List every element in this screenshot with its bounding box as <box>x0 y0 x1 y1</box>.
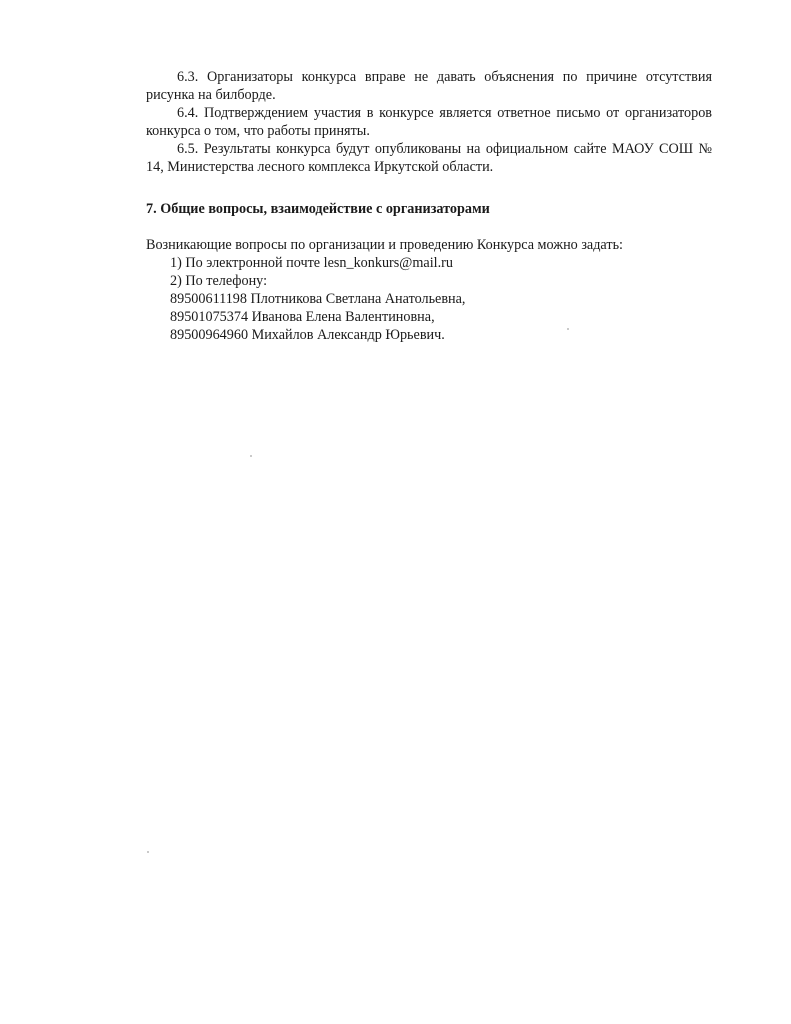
section-7-heading: 7. Общие вопросы, взаимодействие с организаторами <box>146 201 490 217</box>
contact-list <box>146 254 712 344</box>
paragraph-6-3: 6.3. Организаторы конкурса вправе не давать объяснения по причине отсутствия рисунка на билборде. <box>146 69 712 103</box>
scan-speck <box>567 328 569 330</box>
contact-phone-plotnikova: 89500611198 Плотникова Светлана Анатольевна, <box>170 291 466 307</box>
contact-phone-mikhailov: 89500964960 Михайлов Александр Юрьевич. <box>170 327 445 343</box>
paragraph-6-4: 6.4. Подтверждением участия в конкурсе является ответное письмо от организаторов конкурса о том, что работы приняты. <box>146 105 712 139</box>
scan-speck <box>250 455 252 457</box>
page-content <box>146 68 712 344</box>
contact-phone-label: 2) По телефону: <box>170 273 268 289</box>
paragraph-6-5: 6.5. Результаты конкурса будут опубликованы на официальном сайте МАОУ СОШ № 14, Министерства лесного комплекса Иркутской области. <box>146 141 712 175</box>
contact-email-line: 1) По электронной почте lesn_konkurs@mail.ru <box>170 255 453 271</box>
section-7-intro: Возникающие вопросы по организации и проведению Конкурса можно задать: <box>146 237 623 253</box>
scan-speck <box>147 851 149 853</box>
contact-phone-ivanova: 89501075374 Иванова Елена Валентиновна, <box>170 309 435 325</box>
